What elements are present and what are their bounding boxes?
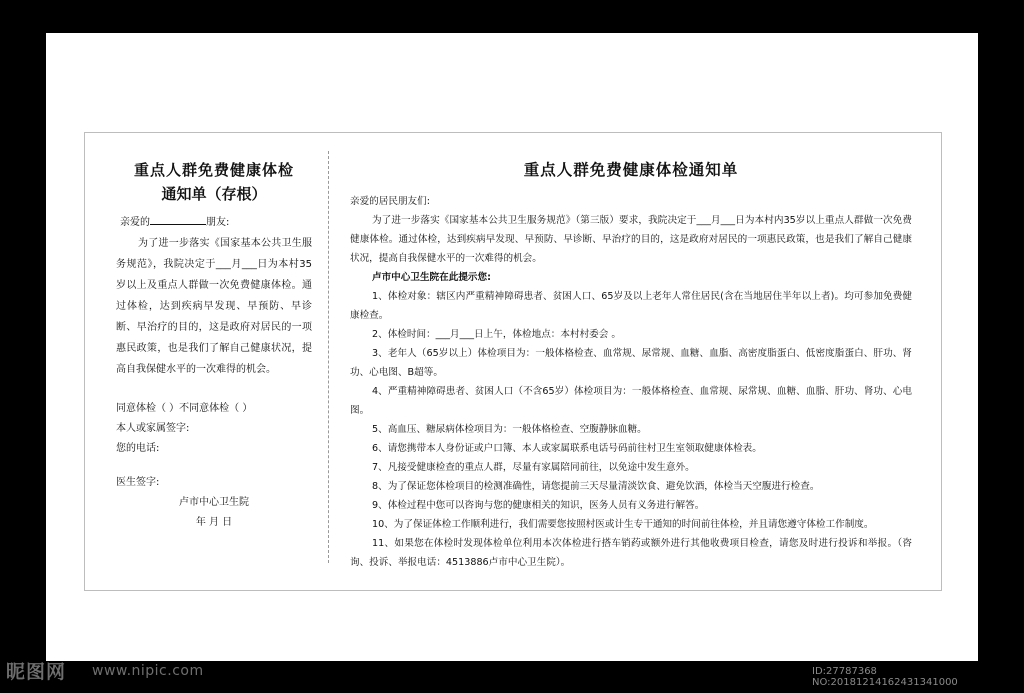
stub-greeting <box>120 212 312 233</box>
main-item-10: 10、为了保证体检工作顺利进行，我们需要您按照村医或计生专干通知的时间前往体检，并且请您遵守体检工作制度。 <box>372 519 874 530</box>
stub-org-name: 卢市中心卫生院 <box>179 497 249 508</box>
main-item-6: 6、请您携带本人身份证或户口簿、本人或家属联系电话号码前往村卫生室领取健康体检表。 <box>372 443 762 454</box>
stub-name-blank <box>150 214 206 225</box>
main-item-8: 8、为了保证您体检项目的检测准确性，请您提前三天尽量清淡饮食、避免饮酒，体检当天空腹进行检查。 <box>372 481 820 492</box>
main-item-1: 1、体检对象：辖区内严重精神障碍患者、贫困人口、65岁及以上老年人常住居民(含在当地居住半年以上者)。均可参加免费健康检查。 <box>350 291 912 321</box>
main-greeting: 亲爱的居民朋友们: <box>350 196 430 207</box>
stub-signature-label: 本人或家属签字: <box>116 423 190 434</box>
stub-doctor-label: 医生签字: <box>116 477 160 488</box>
stub-title-line2: 通知单（存根） <box>161 185 267 203</box>
main-reminder-heading: 卢市中心卫生院在此提示您: <box>372 272 491 283</box>
main-item-11: 11、如果您在体检时发现体检单位利用本次体检进行搭车销药或额外进行其他收费项目检查，请您及时进行投诉和举报。（咨询、投诉、举报电话：4513886卢市中心卫生院）。 <box>350 538 912 568</box>
main-item-5: 5、高血压、糖尿病体检项目为：一般体格检查、空腹静脉血糖。 <box>372 424 647 435</box>
stub-consent: 同意体检（ ）不同意体检（ ） <box>116 403 253 414</box>
stub-paragraph: 为了进一步落实《国家基本公共卫生服务规范》，我院决定于___月___日为本村35岁以上及重点人群做一次免费健康体检。通过体检，达到疾病早发现、早预防、早诊断、早治疗的目的，这是政府对居民的一项惠民政策，也是我们了解自己健康状况，提高自我保健水平的一次难得的机会。 <box>116 238 312 375</box>
watermark-id: ID:27787368 NO:20181214162431341000 <box>812 666 958 688</box>
main-item-3: 3、老年人（65岁以上）体检项目为：一般体格检查、血常规、尿常规、血糖、血脂、高密度脂蛋白、低密度脂蛋白、肝功、肾功、心电图、B超等。 <box>350 348 912 378</box>
stub-date: 年 月 日 <box>195 517 233 528</box>
watermark-logo: 昵图网 <box>6 661 67 683</box>
main-item-2: 2、体检时间：___月___日上午，体检地点：本村村委会 。 <box>372 329 621 340</box>
main-item-9: 9、体检过程中您可以咨询与您的健康相关的知识，医务人员有义务进行解答。 <box>372 500 705 511</box>
stub-section <box>116 158 312 532</box>
main-item-7: 7、凡接受健康检查的重点人群，尽量有家属陪同前往，以免途中发生意外。 <box>372 462 695 473</box>
stub-spacer-2 <box>116 458 312 472</box>
stub-title-line1: 重点人群免费健康体检 <box>133 161 294 179</box>
stub-phone-label: 您的电话: <box>116 443 160 454</box>
main-item-4: 4、严重精神障碍患者、贫困人口（不含65岁）体检项目为：一般体格检查、血常规、尿常规、血糖、血脂、肝功、肾功、心电图。 <box>350 386 912 416</box>
stub-spacer <box>116 380 312 398</box>
stub-greeting-suffix: 朋友: <box>206 217 230 228</box>
watermark-url: www.nipic.com <box>92 663 204 679</box>
notice-main-section <box>350 156 912 572</box>
main-intro: 为了进一步落实《国家基本公共卫生服务规范》（第三版）要求，我院决定于___月___日为本村内35岁以上重点人群做一次免费健康体检。通过体检，达到疾病早发现、早预防、早诊断、早治疗的目的，这是政府对居民的一项惠民政策，也是我们了解自己健康状况，提高自我保健水平的一次难得的机会。 <box>350 215 912 264</box>
main-title: 重点人群免费健康体检通知单 <box>523 161 739 179</box>
stub-greeting-prefix: 亲爱的 <box>120 217 150 228</box>
tear-off-divider <box>328 151 329 563</box>
